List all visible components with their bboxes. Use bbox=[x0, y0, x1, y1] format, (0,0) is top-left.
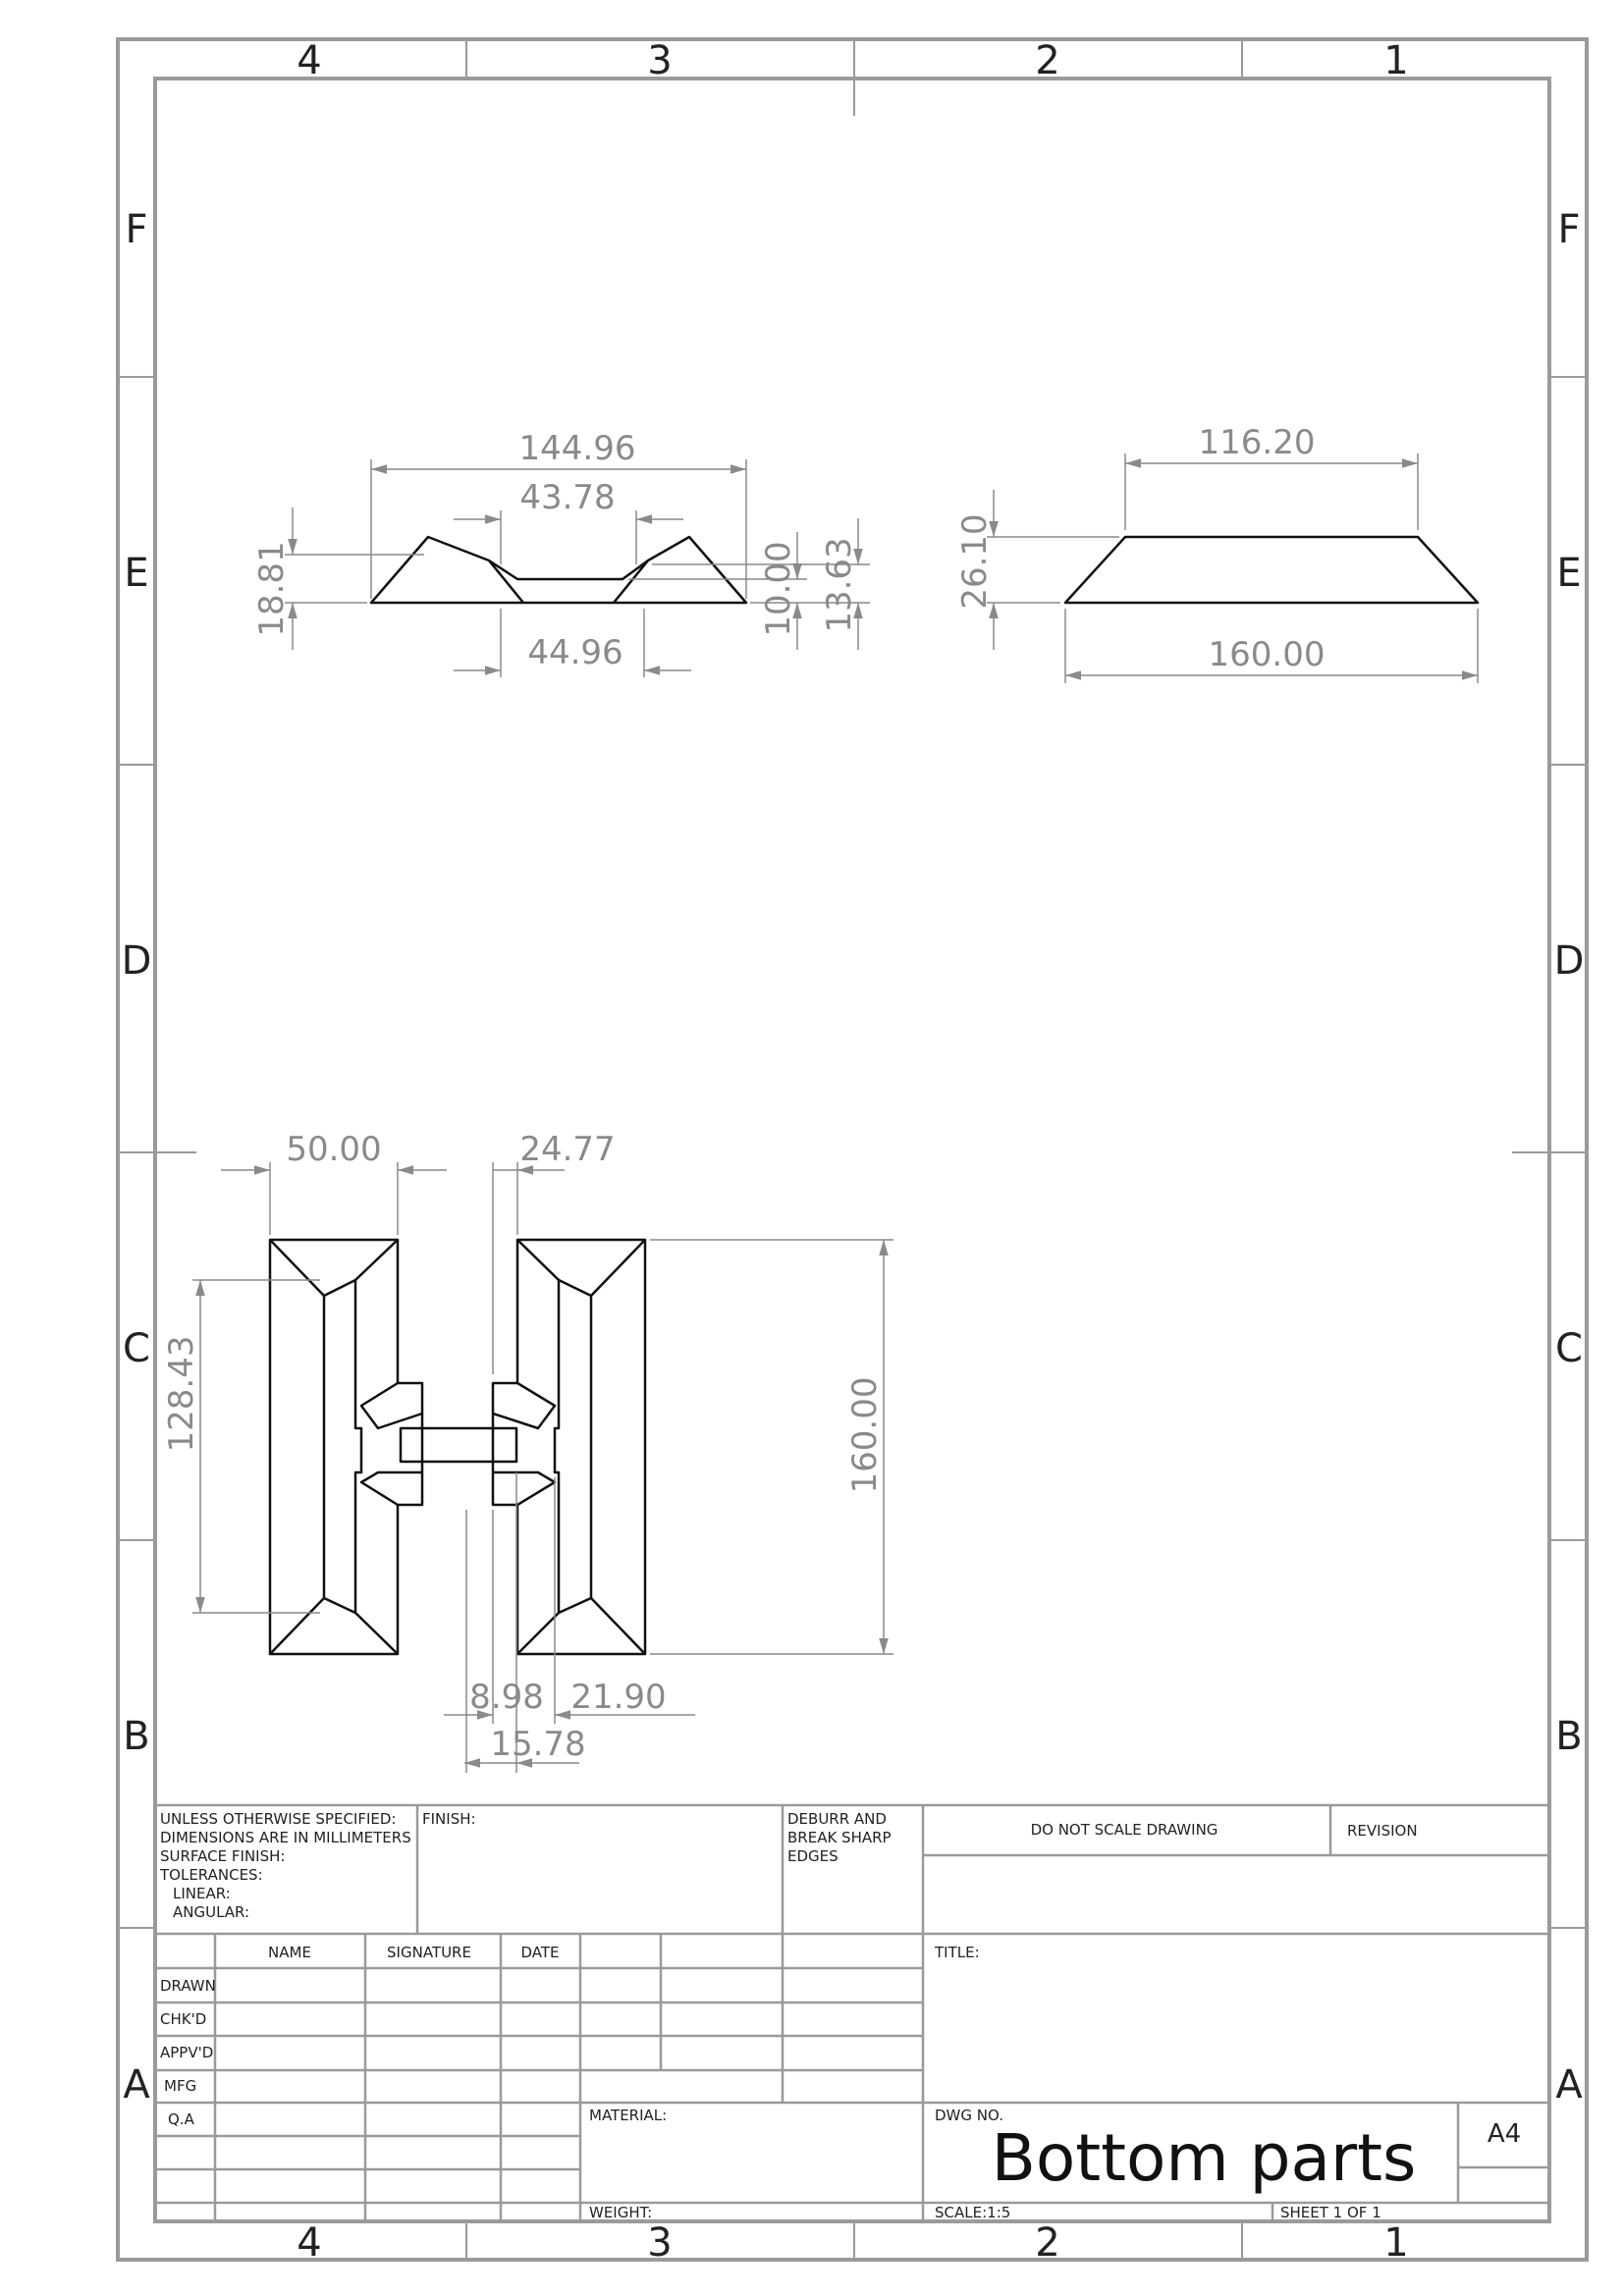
tb-col-signature: SIGNATURE bbox=[387, 1944, 471, 1961]
tb-row-checked: CHK'D bbox=[160, 2010, 207, 2028]
top-view-left-inner bbox=[324, 1280, 361, 1613]
dim-step-height: 10.00 bbox=[759, 541, 798, 637]
zone-col-1-top: 1 bbox=[1383, 38, 1409, 83]
dim-link-width: 15.78 bbox=[490, 1725, 586, 1764]
side-view-profile bbox=[1065, 537, 1478, 603]
zone-row-e-right: E bbox=[1556, 551, 1582, 596]
top-view-right-inner bbox=[555, 1280, 591, 1613]
tb-unless-5: LINEAR: bbox=[173, 1885, 231, 1902]
dim-height-left: 18.81 bbox=[252, 541, 292, 637]
zone-row-f-right: F bbox=[1557, 207, 1581, 252]
zone-row-b-right: B bbox=[1555, 1714, 1583, 1759]
tb-row-drawn: DRAWN bbox=[160, 1977, 216, 1995]
tb-title-label: TITLE: bbox=[935, 1944, 980, 1961]
zone-row-f-left: F bbox=[125, 207, 148, 252]
tb-unless-6: ANGULAR: bbox=[173, 1903, 250, 1921]
tb-dwg-no-label: DWG NO. bbox=[935, 2107, 1003, 2124]
zone-col-2-bottom: 2 bbox=[1035, 2220, 1060, 2266]
dim-side-height: 26.10 bbox=[955, 513, 995, 610]
tb-deburr-3: EDGES bbox=[787, 1847, 839, 1865]
tb-deburr-2: BREAK SHARP bbox=[787, 1829, 892, 1846]
tb-col-date: DATE bbox=[520, 1944, 560, 1961]
zone-row-c-right: C bbox=[1555, 1326, 1583, 1371]
top-view-link bbox=[401, 1428, 516, 1462]
tb-unless-3: SURFACE FINISH: bbox=[160, 1847, 286, 1865]
dim-bar-width: 50.00 bbox=[286, 1130, 382, 1169]
tb-row-qa: Q.A bbox=[168, 2110, 194, 2128]
tb-sheet-count: SHEET 1 OF 1 bbox=[1280, 2204, 1381, 2221]
tb-finish-label: FINISH: bbox=[422, 1810, 476, 1828]
dim-inner-height: 13.63 bbox=[820, 537, 859, 633]
tb-deburr-1: DEBURR AND bbox=[787, 1810, 887, 1828]
zone-row-c-left: C bbox=[123, 1326, 150, 1371]
dim-inner-length: 128.43 bbox=[162, 1335, 201, 1453]
dim-side-bottom-width: 160.00 bbox=[1208, 635, 1326, 674]
tb-sheet-size: A4 bbox=[1487, 2119, 1522, 2149]
zone-row-d-left: D bbox=[121, 938, 152, 984]
dim-overall-length: 160.00 bbox=[845, 1376, 885, 1494]
dim-tab-width: 8.98 bbox=[469, 1678, 544, 1717]
tb-col-name: NAME bbox=[268, 1944, 311, 1961]
tb-row-approved: APPV'D bbox=[160, 2044, 214, 2061]
front-view-inner-right bbox=[614, 561, 648, 603]
tb-material-label: MATERIAL: bbox=[589, 2107, 668, 2124]
zone-row-e-left: E bbox=[124, 551, 149, 596]
tb-scale: SCALE:1:5 bbox=[935, 2204, 1011, 2221]
front-view-profile bbox=[371, 537, 746, 603]
dim-overall-width: 144.96 bbox=[518, 429, 636, 468]
tb-unless-4: TOLERANCES: bbox=[160, 1866, 263, 1884]
zone-row-d-right: D bbox=[1553, 938, 1585, 984]
dim-right-offset: 21.90 bbox=[570, 1678, 667, 1717]
title-block bbox=[155, 1805, 1549, 2221]
zone-row-a-left: A bbox=[123, 2062, 150, 2108]
dim-top-opening: 43.78 bbox=[519, 478, 616, 517]
zone-col-4-top: 4 bbox=[297, 38, 322, 83]
front-view bbox=[252, 429, 870, 677]
front-view-inner-left bbox=[489, 561, 523, 603]
zone-col-3-top: 3 bbox=[647, 38, 673, 83]
tb-unless-2: DIMENSIONS ARE IN MILLIMETERS bbox=[160, 1829, 411, 1846]
zone-col-1-bottom: 1 bbox=[1383, 2220, 1409, 2266]
dim-side-top-width: 116.20 bbox=[1198, 423, 1316, 462]
dim-bottom-width: 44.96 bbox=[527, 633, 623, 672]
zone-col-2-top: 2 bbox=[1035, 38, 1060, 83]
zone-row-a-right: A bbox=[1555, 2062, 1583, 2108]
tb-weight-label: WEIGHT: bbox=[589, 2204, 653, 2221]
zone-row-b-left: B bbox=[123, 1714, 150, 1759]
dim-gap: 24.77 bbox=[519, 1130, 616, 1169]
zone-col-4-bottom: 4 bbox=[297, 2220, 322, 2266]
tb-revision-label: REVISION bbox=[1347, 1822, 1418, 1840]
side-view bbox=[955, 423, 1478, 683]
zone-col-3-bottom: 3 bbox=[647, 2220, 673, 2266]
tb-unless-1: UNLESS OTHERWISE SPECIFIED: bbox=[160, 1810, 397, 1828]
tb-do-not-scale: DO NOT SCALE DRAWING bbox=[1030, 1821, 1218, 1839]
tb-row-mfg: MFG bbox=[164, 2077, 197, 2095]
drawing-title: Bottom parts bbox=[991, 2120, 1417, 2196]
top-view bbox=[162, 1130, 893, 1773]
